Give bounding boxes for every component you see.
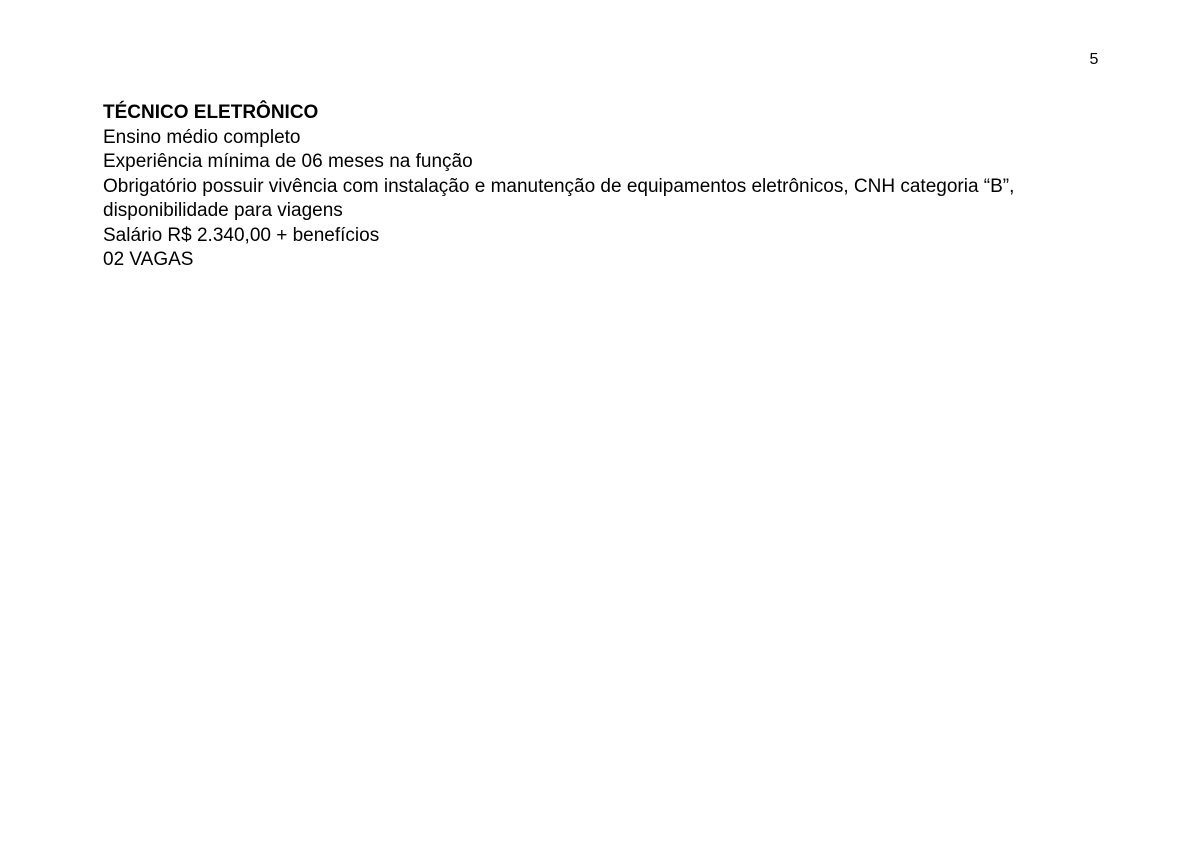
job-requirements-line-1: Obrigatório possuir vivência com instalação e manutenção de equipamentos eletrônicos, CNH categoria “B”, [103,175,1015,197]
job-openings: 02 VAGAS [103,249,194,270]
job-salary: Salário R$ 2.340,00 + benefícios [103,224,380,246]
job-listing [103,101,1083,273]
page-number: 5 [1089,51,1099,68]
job-requirements-line-2: disponibilidade para viagens [103,200,343,221]
job-experience: Experiência mínima de 06 meses na função [103,151,473,172]
job-education: Ensino médio completo [103,126,301,148]
job-title: TÉCNICO ELETRÔNICO [103,102,319,123]
